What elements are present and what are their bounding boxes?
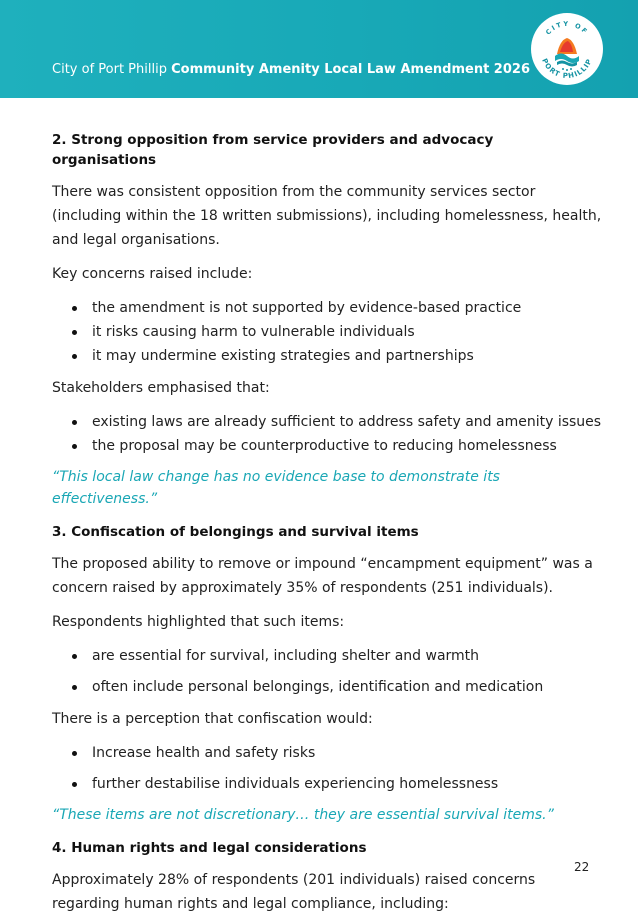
list-item: often include personal belongings, identification and medication	[52, 675, 602, 699]
section-2-paragraph-1: There was consistent opposition from the community services sector (including within the 18 written submissions), including homelessness, health, and legal organisations.	[52, 184, 602, 248]
list-item: further destabilise individuals experiencing homelessness	[52, 772, 602, 796]
list-item: the amendment is not supported by evidence-based practice	[52, 296, 602, 320]
section-2-quote: “This local law change has no evidence base to demonstrate its effectiveness.”	[52, 469, 500, 507]
section-3-list-confiscation	[52, 741, 602, 796]
svg-text:CITY OF: CITY OF	[544, 19, 590, 37]
list-item: the proposal may be counterproductive to reducing homelessness	[52, 434, 602, 458]
header-org: City of Port Phillip	[52, 62, 167, 77]
section-3-list-items	[52, 644, 602, 699]
city-logo	[530, 12, 604, 86]
section-3-paragraph-1: The proposed ability to remove or impound “encampment equipment” was a concern raised by approximately 35% of respondents (251 individuals).	[52, 556, 593, 596]
section-3-quote: “These items are not discretionary… they are essential survival items.”	[52, 807, 554, 823]
section-2-paragraph-2: Key concerns raised include:	[52, 266, 253, 282]
section-3-paragraph-2: Respondents highlighted that such items:	[52, 614, 345, 630]
svg-text:PORT PHILLIP: PORT PHILLIP	[540, 57, 594, 81]
section-2-list-stakeholders	[52, 410, 602, 458]
header-doc-title: Community Amenity Local Law Amendment 2026	[171, 62, 530, 77]
section-4-paragraph-1: Approximately 28% of respondents (201 individuals) raised concerns regarding human rights and legal compliance, including:	[52, 872, 536, 912]
section-2-heading: 2. Strong opposition from service providers and advocacy organisations	[52, 132, 494, 168]
page-number: 22	[574, 860, 590, 874]
section-4-heading: 4. Human rights and legal considerations	[52, 840, 367, 856]
list-item: Increase health and safety risks	[52, 741, 602, 765]
header-title	[52, 62, 530, 77]
list-item: are essential for survival, including shelter and warmth	[52, 644, 602, 668]
list-item: it may undermine existing strategies and partnerships	[52, 344, 602, 368]
list-item: existing laws are already sufficient to address safety and amenity issues	[52, 410, 602, 434]
section-3-heading: 3. Confiscation of belongings and survival items	[52, 524, 419, 540]
section-3-paragraph-3: There is a perception that confiscation would:	[52, 711, 373, 727]
list-item: it risks causing harm to vulnerable individuals	[52, 320, 602, 344]
section-2-paragraph-3: Stakeholders emphasised that:	[52, 380, 270, 396]
page-header	[0, 0, 638, 98]
section-2-list-concerns	[52, 296, 602, 368]
page-body	[52, 130, 602, 912]
